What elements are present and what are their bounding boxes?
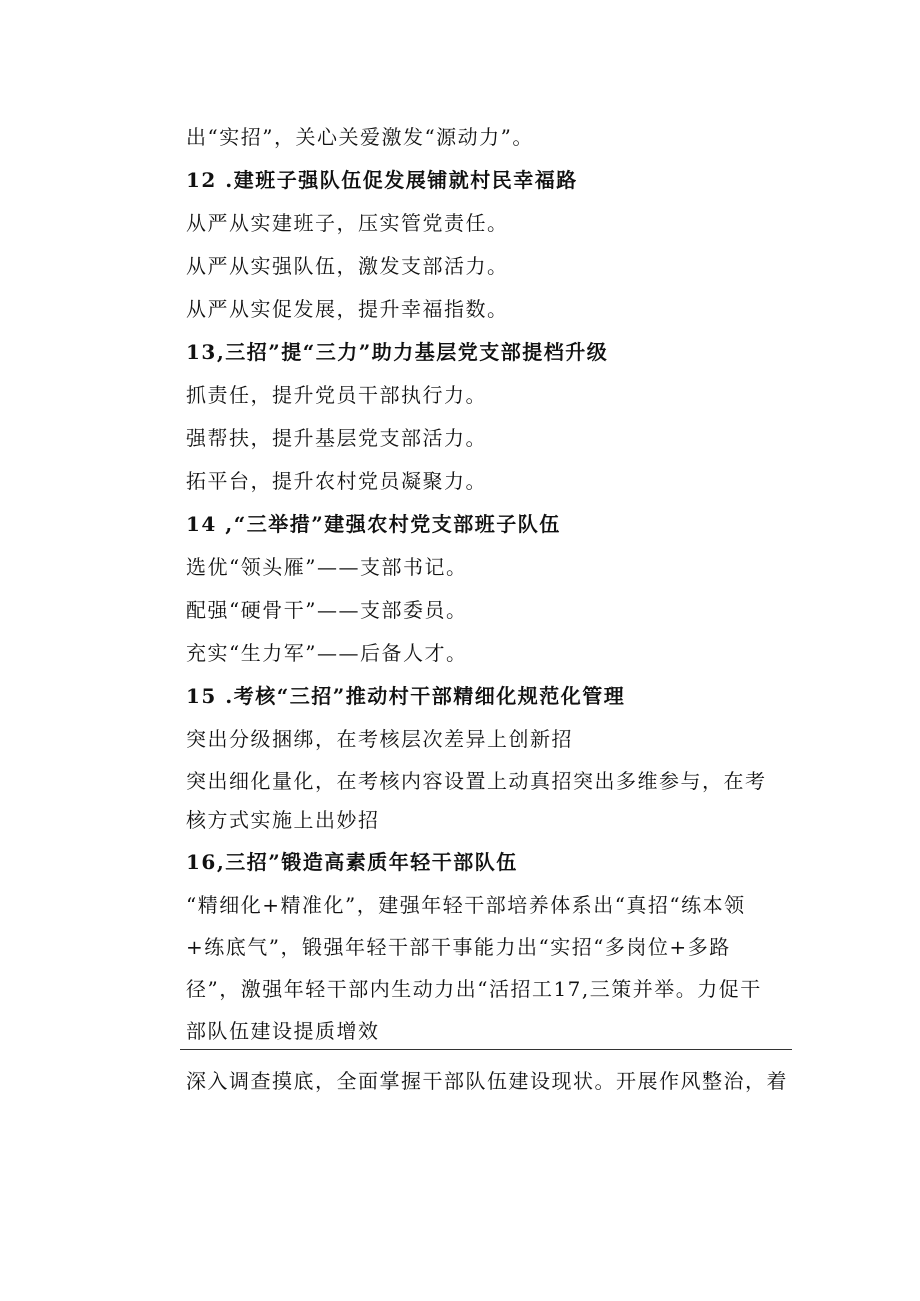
text-line-13: 充实“生力军”——后备人才。 <box>186 641 468 665</box>
text-line-8: 强帮扶，提升基层党支部活力。 <box>186 426 487 450</box>
text-line-3: 从严从实建班子，压实管党责任。 <box>186 211 509 235</box>
text-line-12: 配强“硬骨干”——支部委员。 <box>186 598 468 622</box>
text-line-9: 拓平台，提升农村党员凝聚力。 <box>186 469 487 493</box>
text-line-23: 深入调查摸底，全面掌握干部队伍建设现状。开展作风整治，着 <box>186 1069 788 1093</box>
section-heading-13: 13,三招”提“三力”助力基层党支部提档升级 <box>186 340 609 364</box>
text-line-16: 突出细化量化，在考核内容设置上动真招突出多维参与，在考 <box>186 769 767 793</box>
text-line-5: 从严从实促发展，提升幸福指数。 <box>186 297 509 321</box>
section-heading-16: 16,三招”锻造高素质年轻干部队伍 <box>186 850 518 874</box>
section-heading-15: 15 .考核“三招”推动村干部精细化规范化管理 <box>186 684 626 708</box>
text-line-1: 出“实招”，关心关爱激发“源动力”。 <box>186 125 534 149</box>
text-line-21: 径”，激强年轻干部内生动力出“活招工17,三策并举。力促干 <box>186 977 762 1001</box>
text-line-15: 突出分级捆绑，在考核层次差异上创新招 <box>186 727 573 751</box>
text-line-19: “精细化+精准化”，建强年轻干部培养体系出“真招“练本领 <box>186 893 746 917</box>
text-line-11: 选优“领头雁”——支部书记。 <box>186 555 468 579</box>
text-line-4: 从严从实强队伍，激发支部活力。 <box>186 254 509 278</box>
section-heading-14: 14 ,“三举措”建强农村党支部班子队伍 <box>186 512 561 536</box>
section-heading-12: 12 .建班子强队伍促发展铺就村民幸福路 <box>186 168 578 192</box>
text-line-22: 部队伍建设提质增效 <box>186 1019 380 1043</box>
text-line-17: 核方式实施上出妙招 <box>186 808 380 832</box>
divider-rule <box>180 1049 792 1050</box>
text-line-7: 抓责任，提升党员干部执行力。 <box>186 383 487 407</box>
text-line-20: +练底气”，锻强年轻干部干事能力出“实招“多岗位+多路 <box>186 935 731 959</box>
